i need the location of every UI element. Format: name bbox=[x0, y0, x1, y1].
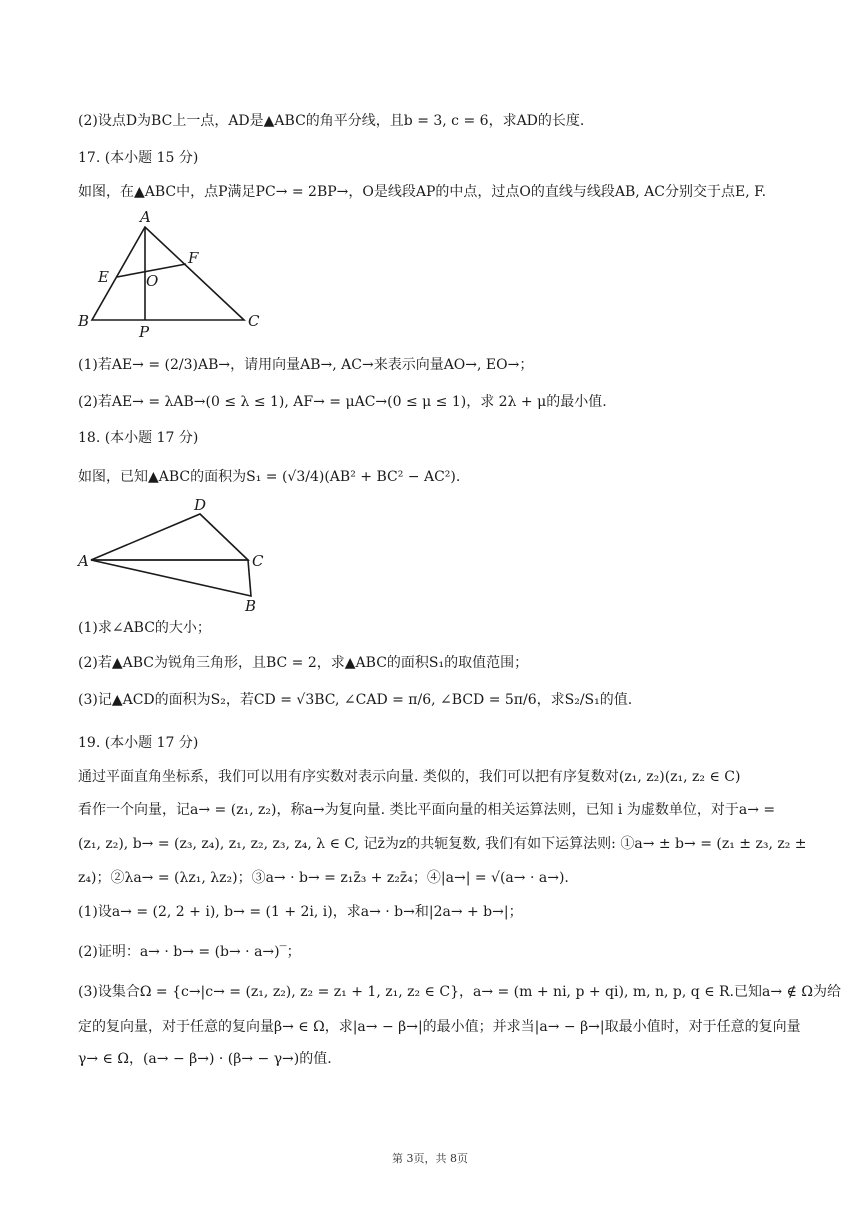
figure-18-quadrilateral bbox=[78, 492, 278, 617]
q19-stem-line2: 看作一个向量，记a→ = (z₁, z₂)，称a→为复向量. 类比平面向量的相关运算法则，已知 i 为虚数单位，对于a→ = bbox=[78, 802, 776, 818]
label-A: A bbox=[140, 208, 151, 226]
q17-stem: 如图，在▲ABC中，点P满足PC→ = 2BP→，O是线段AP的中点，过点O的直线与线段AB, AC分别交于点E, F. bbox=[78, 184, 767, 200]
q18-part2: (2)若▲ABC为锐角三角形，且BC = 2，求▲ABC的面积S₁的取值范围； bbox=[78, 655, 529, 671]
label-C: C bbox=[248, 312, 260, 330]
q18-stem: 如图，已知▲ABC的面积为S₁ = (√3/4)(AB² + BC² − AC²). bbox=[78, 469, 461, 485]
q17-part2: (2)若AE→ = λAB→(0 ≤ λ ≤ 1), AF→ = μAC→(0 ≤ μ ≤ 1)，求 2λ + μ的最小值. bbox=[78, 394, 607, 410]
q19-stem-line3: (z₁, z₂), b→ = (z₃, z₄), z₁, z₂, z₃, z₄, λ ∈ C, 记z̄为z的共轭复数, 我们有如下运算法则: ①a→ ± b→ = (z₁ ± z₃, z₂ ± bbox=[78, 836, 807, 852]
label-O: O bbox=[146, 272, 159, 290]
label-F: F bbox=[188, 249, 199, 267]
q19-part1: (1)设a→ = (2, 2 + i), b→ = (1 + 2i, i)，求a→ · b→和|2a→ + b→|； bbox=[78, 904, 523, 920]
q18-part3: (3)记▲ACD的面积为S₂，若CD = √3BC, ∠CAD = π/6, ∠BCD = 5π/6，求S₂/S₁的值. bbox=[78, 692, 633, 708]
label-E: E bbox=[98, 268, 109, 286]
q16-part2: (2)设点D为BC上一点，AD是▲ABC的角平分线，且b = 3, c = 6，求AD的长度. bbox=[78, 113, 585, 129]
q19-part2: (2)证明：a→ · b→ = (b→ · a→)‾； bbox=[78, 944, 301, 960]
page-footer: 第 3页，共 8页 bbox=[392, 1152, 468, 1165]
q19-stem-line4: z₄)；②λa→ = (λz₁, λz₂)；③a→ · b→ = z₁z̄₃ + z₂z̄₄；④|a→| = √(a→ · a→). bbox=[78, 870, 569, 886]
q19-header: 19. (本小题 17 分) bbox=[78, 735, 199, 751]
q19-part3-line2: 定的复向量，对于任意的复向量β→ ∈ Ω，求|a→ − β→|的最小值；并求当|a→ − β→|取最小值时，对于任意的复向量 bbox=[78, 1019, 801, 1035]
figure-17-triangle bbox=[78, 205, 278, 340]
q17-part1: (1)若AE→ = (2/3)AB→，请用向量AB→, AC→来表示向量AO→, EO→； bbox=[78, 357, 534, 373]
label-B: B bbox=[245, 597, 257, 615]
q19-part3-line1: (3)设集合Ω = {c→|c→ = (z₁, z₂), z₂ = z₁ + 1, z₁, z₂ ∈ C}，a→ = (m + ni, p + qi), m, n, p, q ∈ R.已知a→ ∉ Ω为给 bbox=[78, 984, 841, 1000]
q19-stem-line1: 通过平面直角坐标系，我们可以用有序实数对表示向量. 类似的，我们可以把有序复数对(z₁, z₂)(z₁, z₂ ∈ C) bbox=[78, 769, 741, 785]
label-B: B bbox=[78, 312, 90, 330]
label-C: C bbox=[252, 552, 264, 570]
q18-part1: (1)求∠ABC的大小； bbox=[78, 620, 211, 636]
q19-part3-line3: γ→ ∈ Ω，(a→ − β→) · (β→ − γ→)的值. bbox=[78, 1051, 332, 1067]
label-D: D bbox=[194, 496, 207, 514]
q18-header: 18. (本小题 17 分) bbox=[78, 430, 199, 446]
label-P: P bbox=[139, 323, 150, 341]
label-A: A bbox=[78, 552, 89, 570]
q17-header: 17. (本小题 15 分) bbox=[78, 150, 199, 166]
